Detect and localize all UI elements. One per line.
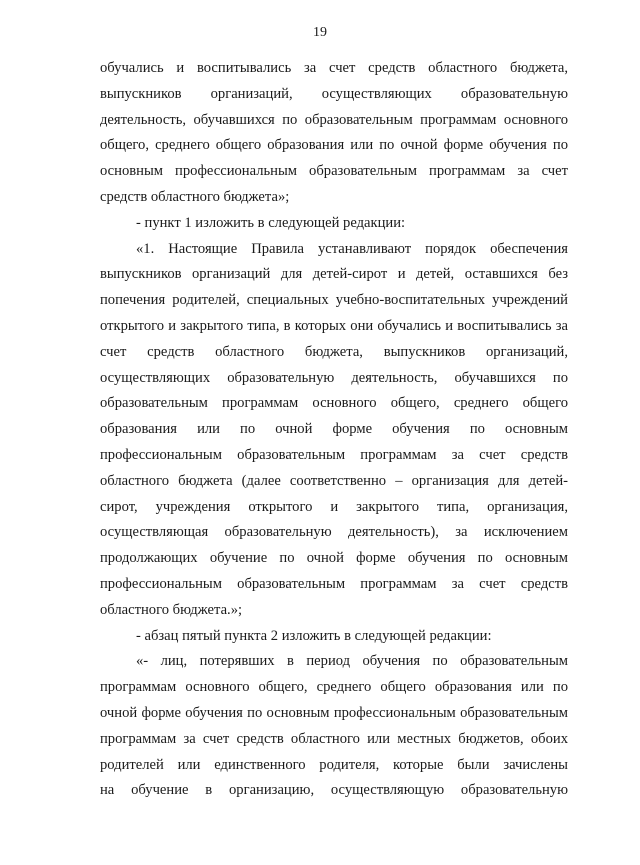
text-line: общего, среднего общего образования или по очной форме обучения по bbox=[100, 137, 568, 154]
text-line: «1. Настоящие Правила устанавливают порядок обеспечения bbox=[136, 240, 568, 257]
text-line: образовательным программам основного общего, среднего общего bbox=[100, 395, 568, 412]
text-line: - абзац пятый пункта 2 изложить в следующей редакции: bbox=[136, 627, 492, 644]
text-line: основным профессиональным образовательным программам за счет bbox=[100, 163, 568, 180]
page-number: 19 bbox=[313, 25, 327, 40]
text-line: сирот, учреждения открытого и закрытого типа, организация, bbox=[100, 498, 568, 515]
text-line: «- лиц, потерявших в период обучения по образовательным bbox=[136, 653, 568, 670]
text-line: программам основного общего, среднего общего образования или по bbox=[100, 679, 568, 696]
text-line: средств областного бюджета»; bbox=[100, 188, 290, 205]
text-line: обучались и воспитывались за счет средств областного бюджета, bbox=[100, 60, 568, 76]
text-line: профессиональным образовательным программам за счет средств bbox=[100, 446, 568, 463]
text-line: родителей или единственного родителя, которые были зачислены bbox=[100, 756, 568, 773]
text-line: образования или по очной форме обучения по основным bbox=[100, 421, 568, 438]
text-line: профессиональным образовательным программам за счет средств bbox=[100, 575, 568, 592]
text-line: программам за счет средств областного или местных бюджетов, обоих bbox=[100, 730, 568, 747]
text-line: на обучение в организацию, осуществляющую образовательную bbox=[100, 782, 568, 799]
text-line: деятельность, обучавшихся по образовательным программам основного bbox=[100, 111, 568, 128]
text-line: очной форме обучения по основным профессиональным образовательным bbox=[100, 704, 568, 721]
text-line: продолжающих обучение по очной форме обучения по основным bbox=[100, 550, 568, 567]
text-line: выпускников организаций для детей-сирот и детей, оставшихся без bbox=[100, 266, 568, 283]
text-line: попечения родителей, специальных учебно-воспитательных учреждений bbox=[100, 292, 568, 309]
text-line: открытого и закрытого типа, в которых они обучались и воспитывались за bbox=[100, 317, 568, 334]
text-line: осуществляющая образовательную деятельность), за исключением bbox=[100, 524, 568, 541]
text-line: областного бюджета.»; bbox=[100, 601, 243, 618]
text-line: областного бюджета (далее соответственно – организация для детей- bbox=[100, 472, 568, 489]
text-line: счет средств областного бюджета, выпускников организаций, bbox=[100, 343, 568, 360]
document-body-text bbox=[100, 56, 568, 804]
text-line: осуществляющих образовательную деятельность, обучавшихся по bbox=[100, 369, 568, 386]
text-line: - пункт 1 изложить в следующей редакции: bbox=[136, 214, 406, 231]
text-line: выпускников организаций, осуществляющих образовательную bbox=[100, 85, 568, 102]
